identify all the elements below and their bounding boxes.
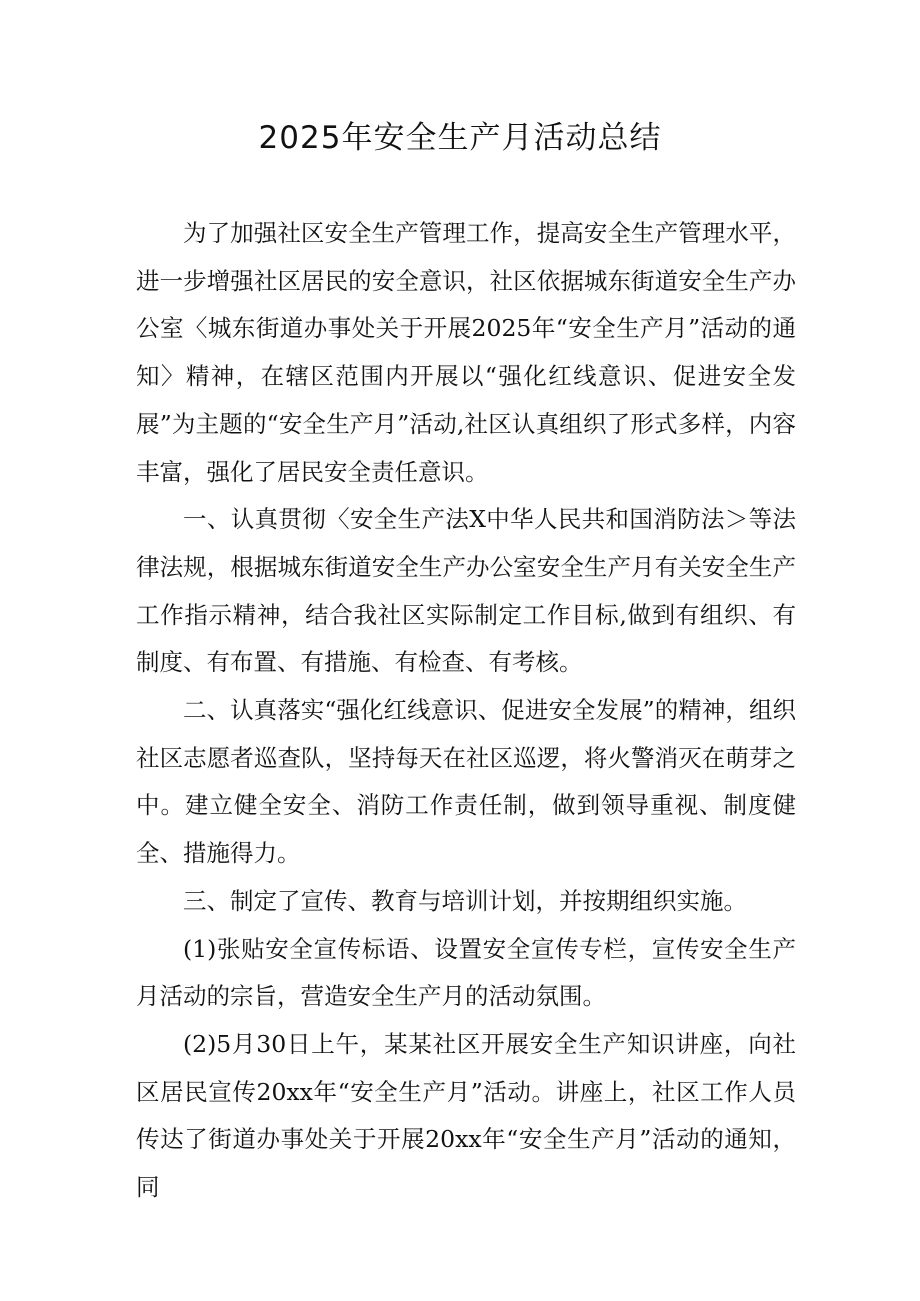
paragraph-section-1: 一、认真贯彻〈安全生产法X中华人民共和国消防法＞等法律法规，根据城东街道安全生产办公室安全生产月有关安全生产工作指示精神，结合我社区实际制定工作目标,做到有组织、有制度、有布置、有措施、有检查、有考核。 xyxy=(136,505,796,677)
paragraph-section-3: 三、制定了宣传、教育与培训计划，并按期组织实施。 xyxy=(183,886,747,915)
paragraph-item-1: (1)张贴安全宣传标语、设置安全宣传专栏，宣传安全生产月活动的宗旨，营造安全生产月的活动氛围。 xyxy=(136,934,796,1011)
paragraph-intro: 为了加强社区安全生产管理工作，提高安全生产管理水平，进一步增强社区居民的安全意识，社区依据城东街道安全生产办公室〈城东街道办事处关于开展2025年“安全生产月”活动的通知〉精神，在辖区范围内开展以“强化红线意识、促进安全发展”为主题的“安全生产月”活动,社区认真组织了形式多样，内容丰富，强化了居民安全责任意识。 xyxy=(136,219,796,486)
document-body xyxy=(136,210,796,1212)
paragraph-item-2: (2)5月30日上午，某某社区开展安全生产知识讲座，向社区居民宣传20xx年“安全生产月”活动。讲座上，社区工作人员传达了街道办事处关于开展20xx年“安全生产月”活动的通知，同 xyxy=(136,1029,796,1202)
paragraph-section-2: 二、认真落实“强化红线意识、促进安全发展”的精神，组织社区志愿者巡查队，坚持每天在社区巡逻，将火警消灭在萌芽之中。建立健全安全、消防工作责任制，做到领导重视、制度健全、措施得力。 xyxy=(136,696,796,868)
document-title: 2025年安全生产月活动总结 xyxy=(258,120,662,156)
